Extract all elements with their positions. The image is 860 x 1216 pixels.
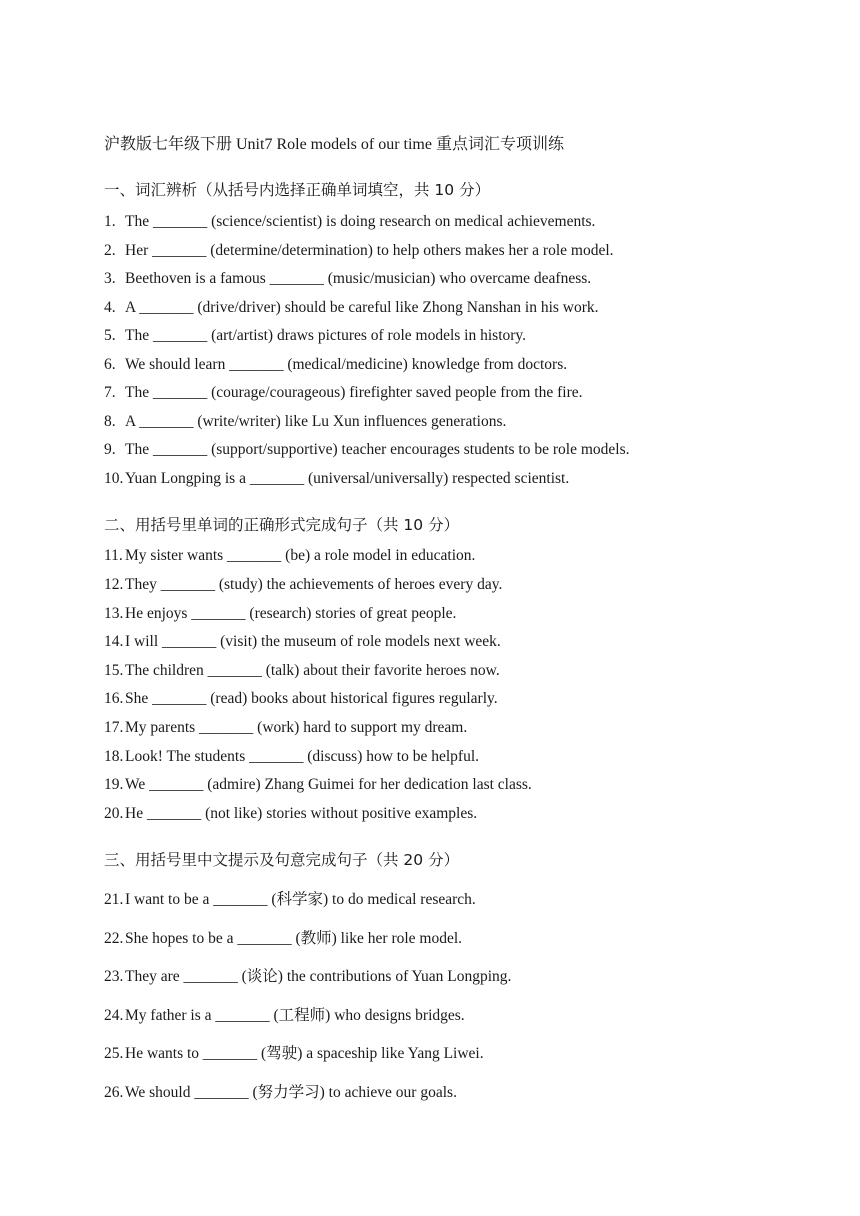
question-text: They _______ (study) the achievements of heroes every day. [125,576,503,593]
question-text: She hopes to be a _______ (教师) like her role model. [125,930,463,947]
question-text: She _______ (read) books about historical figures regularly. [125,690,498,707]
question-5 [104,327,526,345]
question-number: 23. [104,968,124,985]
question-number: 12. [104,576,124,593]
question-text: They are _______ (谈论) the contributions of Yuan Longping. [125,968,512,985]
question-text: Beethoven is a famous _______ (music/musician) who overcame deafness. [125,270,592,287]
question-text: He wants to _______ (驾驶) a spaceship like Yang Liwei. [125,1045,484,1062]
question-number: 13. [104,605,124,622]
question-text: Her _______ (determine/determination) to help others makes her a role model. [125,242,614,259]
question-23 [104,964,511,986]
question-19 [104,776,532,794]
question-text: The _______ (science/scientist) is doing research on medical achievements. [125,213,596,230]
question-11 [104,547,475,565]
question-10 [104,470,569,488]
page-title: 沪教版七年级下册 Unit7 Role models of our time 重点词汇专项训练 [104,136,564,153]
question-text: He enjoys _______ (research) stories of great people. [125,605,457,622]
question-12 [104,576,502,594]
question-number: 18. [104,748,124,765]
question-number: 22. [104,930,124,947]
question-number: 14. [104,633,124,650]
question-number: 17. [104,719,124,736]
question-13 [104,605,456,623]
question-number: 6. [104,356,116,373]
question-number: 25. [104,1045,124,1062]
question-text: I will _______ (visit) the museum of role models next week. [125,633,501,650]
question-number: 1. [104,213,116,230]
question-text: Yuan Longping is a _______ (universal/universally) respected scientist. [125,470,570,487]
question-7 [104,384,583,402]
question-number: 26. [104,1084,124,1101]
question-24 [104,1003,465,1025]
question-20 [104,805,477,823]
question-17 [104,719,467,737]
question-8 [104,413,506,431]
section-heading-3: 三、用括号里中文提示及句意完成句子（共 20 分） [104,851,460,869]
question-9 [104,441,629,459]
question-number: 11. [104,547,123,564]
question-number: 20. [104,805,124,822]
question-text: The _______ (support/supportive) teacher encourages students to be role models. [125,441,630,458]
question-number: 15. [104,662,124,679]
section-heading-2: 二、用括号里单词的正确形式完成句子（共 10 分） [104,516,460,534]
question-text: The children _______ (talk) about their favorite heroes now. [125,662,500,679]
question-1 [104,213,595,231]
question-number: 3. [104,270,116,287]
question-number: 21. [104,891,124,908]
question-text: We _______ (admire) Zhang Guimei for her dedication last class. [125,776,532,793]
question-text: A _______ (drive/driver) should be careful like Zhong Nanshan in his work. [125,299,599,316]
question-3 [104,270,591,288]
question-text: I want to be a _______ (科学家) to do medical research. [125,891,476,908]
question-number: 4. [104,299,116,316]
question-text: We should _______ (努力学习) to achieve our goals. [125,1084,457,1101]
question-2 [104,242,614,260]
question-18 [104,748,479,766]
question-text: Look! The students _______ (discuss) how to be helpful. [125,748,480,765]
question-number: 8. [104,413,116,430]
question-text: My sister wants _______ (be) a role model in education. [125,547,476,564]
question-text: We should learn _______ (medical/medicine) knowledge from doctors. [125,356,568,373]
question-text: The _______ (art/artist) draws pictures of role models in history. [125,327,527,344]
question-22 [104,926,462,948]
question-text: He _______ (not like) stories without positive examples. [125,805,478,822]
question-text: My father is a _______ (工程师) who designs bridges. [125,1007,465,1024]
question-14 [104,633,501,651]
question-number: 10. [104,470,124,487]
section-heading-1: 一、词汇辨析（从括号内选择正确单词填空，共 10 分） [104,181,491,199]
question-15 [104,662,500,680]
question-text: The _______ (courage/courageous) firefighter saved people from the fire. [125,384,583,401]
question-number: 24. [104,1007,124,1024]
question-4 [104,299,599,317]
question-text: My parents _______ (work) hard to support my dream. [125,719,468,736]
question-21 [104,887,476,909]
question-number: 7. [104,384,116,401]
question-25 [104,1041,484,1063]
question-number: 2. [104,242,116,259]
question-number: 16. [104,690,124,707]
question-16 [104,690,498,708]
question-26 [104,1080,457,1102]
question-number: 5. [104,327,116,344]
question-number: 19. [104,776,124,793]
question-text: A _______ (write/writer) like Lu Xun influences generations. [125,413,507,430]
question-number: 9. [104,441,116,458]
question-6 [104,356,567,374]
